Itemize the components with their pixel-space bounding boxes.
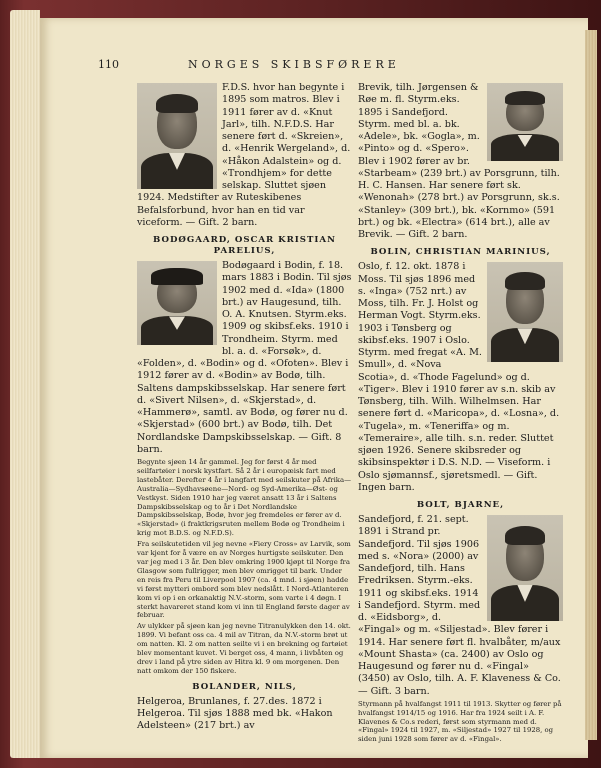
entry-text: Helgeroa, Brunlanes, f. 27.des. 1872 i Helgeroa. Til sjøs 1888 med bk. «Hakon Adelsteen» (217 brt.) av bbox=[137, 695, 333, 732]
entry-heading: BOLANDER, NILS, bbox=[192, 681, 297, 692]
portrait-photo bbox=[137, 83, 217, 189]
page-stack-left bbox=[10, 10, 40, 758]
page-header bbox=[98, 58, 563, 74]
page-number: 110 bbox=[98, 58, 119, 71]
portrait-photo bbox=[487, 83, 563, 161]
portrait-photo bbox=[487, 515, 563, 621]
entry-note: Styrmann på hvalfangst 1911 til 1913. Skytter og fører på hvalfangst 1914/15 og 1916. Har fra 1924 seilt i A. F. Klavenes & Co.s rederi, først som styrmann med d. «Fingal» 1924 til 1927, m. «Siljestad» 1927 til 1928, og siden juni 1928 som fører av d. «Fingal». bbox=[358, 699, 562, 744]
entry-text: Sandefjord, f. 21. sept. 1891 i Strand pr. Sandefjord. Til sjøs 1906 med s. «Nora» (2000) av Sandefjord, tilh. Hans Fredriksen. Styrm.-eks. 1911 og skibsf.eks. 1914 i Sandefjord. Styrm. med d. «Eidsborg», d. «Fingal» og m. «Siljestad». Blev fører i 1914. Har senere ført fl. hvalbåter, m/aux «Mount Shasta» (ca. 2400) av Oslo og Haugesund og fører nu d. «Fingal» (3450) av Oslo, tilh. A. F. Klaveness & Co. — Gift. 3 barn. bbox=[358, 514, 561, 697]
entry-note: Av ulykker på sjøen kan jeg nevne Titranulykken den 14. okt. 1899. Vi befant oss ca. 4 mil av Titran, da N.V.-storm brøt ut om natten. Kl. 2 om natten seilte vi i en brekning og fartøiet blev momentant kuvet. Vi berget oss, 4 mann, i livbåten og drev i land på ytre siden av Hitra kl. 9 om morgenen. Den natt omkom der 150 fiskere. bbox=[137, 622, 351, 675]
portrait-photo bbox=[137, 261, 217, 345]
portrait-hair bbox=[505, 91, 545, 105]
entry-heading: BODØGAARD, OSCAR KRISTIAN PARELIUS, bbox=[153, 235, 336, 256]
entry-text: Brevik, tilh. Jørgensen & Røe m. fl. Styrm.eks. 1895 i Sandefjord. Styrm. med bl. a. bk. «Adele», bk. «Gogla», m. «Pinto» og d. «Spero». Blev i 1902 fører av br. «Starbeam» (239 brt.) av Porsgrunn, tilh. H. C. Hansen. Har senere ført sk. «Wenonah» (278 brt.) av Porsgrunn, sk.s. «Stanley» (309 brt.), bk. «Kornmo» (591 brt.) og bk. «Electra» (614 brt.), alle av Brevik. — Gift. 2 barn. bbox=[358, 82, 560, 240]
entry-text: F.D.S. hvor han begynte i 1895 som matros. Blev i 1911 fører av d. «Knut Jarl», tilh. N.F.D.S. Har senere ført d. «Skreien», d. «Henrik Wergeland», d. «Håkon Adalstein» og d. «Trondhjem» for dette selskap. Sluttet sjøen 1924. Medstifter av Ruteskibenes Befalsforbund, hvor han en tid var viceform. — Gift. 2 barn. bbox=[137, 82, 351, 228]
running-title: NORGES SKIBSFØRERE bbox=[188, 58, 400, 71]
portrait-cap bbox=[151, 268, 202, 285]
page-stack-right bbox=[585, 30, 597, 740]
portrait-photo bbox=[487, 262, 563, 362]
portrait-hair bbox=[156, 94, 198, 113]
right-column bbox=[358, 82, 563, 744]
left-column bbox=[137, 82, 352, 733]
portrait-hair bbox=[505, 272, 545, 290]
portrait-hair bbox=[505, 526, 545, 545]
entry-text: Bodøgaard i Bodin, f. 18. mars 1883 i Bodin. Til sjøs 1902 med d. «Ida» (1800 brt.) av Haugesund, tilh. O. A. Knutsen. Styrm.eks. 1909 og skibsf.eks. 1910 i Trondheim. Styrm. med bl. a. d. «Forsøk», d. «Folden», d. «Bodin» og d. «Ofoten». Blev i 1912 fører av d. «Bodin» av Bodø, tilh. Saltens dampskibsselskap. Har senere ført d. «Sivert Nilsen», d. «Skjerstad», d. «Hammerø», samtl. av Bodø, og fører nu d. «Skjerstad» (600 brt.) av Bodø, tilh. Det Nordlandske Dampskibsselskap. — Gift. 8 barn. bbox=[137, 260, 352, 455]
entry-text: Oslo, f. 12. okt. 1878 i Moss. Til sjøs 1896 med s. «Inga» (752 nrt.) av Moss, tilh. Fr. J. Holst og Herman Vogt. Styrm.eks. 1903 i Tønsberg og skibsf.eks. 1907 i Oslo. Styrm. med fregat «A. M. Smull», d. «Nova Scotia», d. «Thode Fagelund» og d. «Tiger». Blev i 1910 fører av s.n. skib av Tønsberg, tilh. Wilh. Wilhelmsen. Har senere ført d. «Maricopa», d. «Losna», d. «Tugela», m. «Teneriffa» og m. «Temeraire», alle tilh. s.n. reder. Sluttet sjøen 1926. Senere skibsreder og skibsinspektør i D.S. N.D. — Viseform. i Oslo sjømannsf., sjøretsmedl. — Gift. Ingen barn. bbox=[358, 261, 560, 493]
entry-heading: BOLIN, CHRISTIAN MARINIUS, bbox=[370, 247, 551, 258]
entry-note: Fra seilskutetiden vil jeg nevne «Fiery Cross» av Larvik, som var kjent for å være en av Norges hurtigste seilskuter. Den var jeg med i 3 år. Den blev omkring 1900 kjøpt til Norge fra Glasgow som fullrigger, men blev omrigget til bark. Under en reis fra Peru til Liverpool 1907 (ca. 4 mnd. i sjøen) hadde vi først mytteri ombord som blev nedslått. I Nord-Atlanteren kom vi op i en orkanaktig N.V.-storm, som varte i 4 døgn. I sterkt havareret stand kom vi inn til England første dager av februar. bbox=[137, 540, 351, 620]
entry-note: Begynte sjøen 14 år gammel. Jeg for først 4 år med seilfartøier i norsk kystfart. Så 2 år i europæisk fart med lastebåter. Derefter 4 år i langfart med seilskuter på Afrika—Australia—Sydhavsøene—Nord- og Syd-Amerika—Øst- og Vestkyst. Siden 1910 har jeg været ansatt 13 år i Saltens Dampskibsselskap og to år i Det Nordlandske Dampskibsselskap, Bodø, hvor jeg fremdeles er fører av d. «Skjerstad» (i fraktkrigsruten mellem Bodø og Trondheim i krig mot B.D.S. og N.F.D.S). bbox=[137, 458, 351, 538]
entry-heading: BOLT, BJARNE, bbox=[416, 500, 505, 510]
